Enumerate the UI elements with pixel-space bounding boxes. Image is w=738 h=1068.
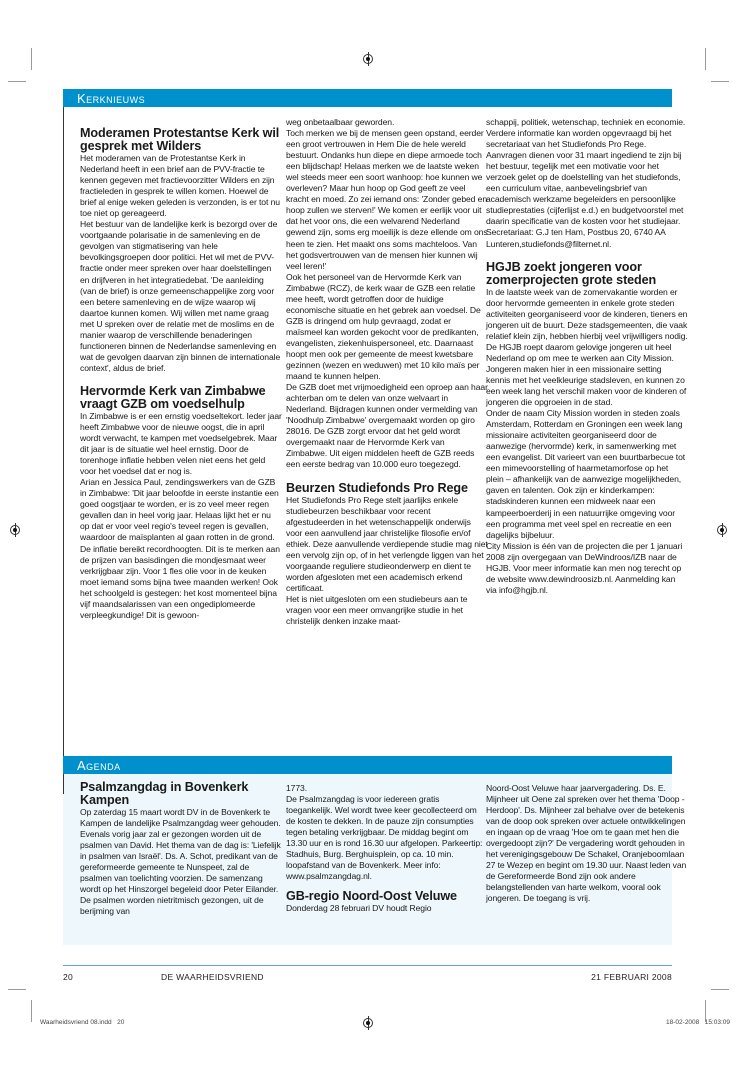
article-title-hgjb: HGJB zoekt jongeren voor zomerprojecten grote steden <box>486 259 657 287</box>
registration-mark-right-icon <box>717 525 727 535</box>
kerknieuws-column-2 <box>286 117 488 627</box>
section-frame-kerknieuws <box>63 107 64 757</box>
article-paragraph: In de laatste week van de zomervakantie worden er door hervormde gemeenten in enkele grote steden activiteiten georganiseerd voor de kinderen, tieners en jongeren uit de buurt. Deze stadsgemeenten, die vaak relatief klein zijn, hebben hierbij veel vrijwilligers nodig. De HGJB roept daarom gelovige jongeren uit heel Nederland op om mee te werken aan City Mission. Jongeren maken hier in een missionaire setting kennis met het veelkleurige stadsleven, en kunnen zo een week lang het verschil maken voor de kinderen of jongeren die opgroeien in de stad. <box>486 286 688 408</box>
article-paragraph: weg onbetaalbaar geworden. <box>286 117 395 127</box>
article-paragraph: Het is niet uitgesloten om een studiebeurs aan te vragen voor een meer omvangrijke studie in het christelijk denken inzake maat- <box>286 593 468 627</box>
section-frame-agenda <box>63 774 64 794</box>
agenda-column-3 <box>486 783 688 905</box>
article-title-pro-rege: Beurzen Studiefonds Pro Rege <box>286 480 468 495</box>
registration-mark-top-icon <box>363 54 373 64</box>
footer-date: 21 FEBRUARI 2008 <box>591 972 672 982</box>
crop-mark-bottom-right-h <box>711 989 729 990</box>
section-header-kerknieuws <box>63 89 672 107</box>
article-paragraph: Arian en Jessica Paul, zendingswerkers van de GZB in Zimbabwe: 'Dit jaar beloofde in eerste instantie een goed oogstjaar te worden, er is zo veel meer regen gevallen dan in heel vorig jaar. Helaas lijkt het er nu op dat er voor veel regio's teveel regen is gevallen, waardoor de maïsplanten al gaan rotten in de grond. <box>80 477 279 543</box>
crop-mark-bottom-left-v <box>31 1000 32 1022</box>
article-paragraph: Het moderamen van de Protestantse Kerk in Nederland heeft in een brief aan de PVV-fractie te kennen gegeven met fractievoorzitter Wilders en zijn fractieleden in gesprek te willen komen. Hoewel de brief al enige weken geleden is verzonden, is er tot nu toe niet op gereageerd. <box>80 153 280 219</box>
crop-mark-top-left-v <box>31 48 32 70</box>
crop-mark-top-right-v <box>705 48 706 70</box>
article-paragraph: Verdere informatie kan worden opgevraagd bij het secretariaat van het Studiefonds Pro Rege. Aanvragen dienen voor 31 maart ingediend te zijn bij het bestuur, tegelijk met een motivatie voor het verzoek gelet op de doelstelling van het studiefonds, een curriculum vitae, aanbevelingsbrief van academisch werkzame begeleiders en persoonlijke studieprestaties (cijferlijst e.d.) en budgetvoorstel met daarin specificatie van de kosten voor het studiejaar. Secretariaat: G.J ten Ham, Postbus 20, 6740 AA Lunteren,studiefonds@filternet.nl. <box>486 128 684 249</box>
agenda-title-psalmzangdag: Psalmzangdag in Bovenkerk Kampen <box>80 780 249 807</box>
crop-mark-top-right-h <box>711 81 729 82</box>
agenda-column-1 <box>80 781 282 917</box>
section-header-agenda <box>63 756 672 774</box>
agenda-paragraph: 1773. <box>286 783 308 793</box>
footer-rule <box>63 965 672 966</box>
article-paragraph: Het Studiefonds Pro Rege stelt jaarlijks enkele studiebeurzen beschikbaar voor recent afgestudeerden in het wetenschappelijk onderwijs voor een aanvullend jaar christelijke filosofie en/of ethiek. Deze aanvullende verdiepende studie mag niet een vervolg zijn op, of in het verlengde liggen van het voorgaande reguliere studieonderwerp en dient te worden afgesloten met een academisch erkend certificaat. <box>286 494 488 593</box>
article-paragraph: Ook het personeel van de Hervormde Kerk van Zimbabwe (RCZ), de kerk waar de GZB een relatie mee heeft, wordt getroffen door de huidige economische situatie en het gebrek aan voedsel. De GZB is dringend om hulp gevraagd, zodat er maïsmeel kan worden gekocht voor de predikanten, evangelisten, ziekenhuispersoneel, etc. Daarnaast hoopt men ook per gemeente de meest kwetsbare gezinnen (wezen en weduwen) met 10 kilo maïs per maand te kunnen helpen. <box>286 271 481 382</box>
crop-mark-top-left-h <box>8 81 26 82</box>
kerknieuws-column-1 <box>80 127 282 621</box>
agenda-title-gb-regio: GB-regio Noord-Oost Veluwe <box>286 889 457 904</box>
article-paragraph: City Mission is één van de projecten die per 1 januari 2008 zijn overgegaan van DeWindroos/IZB naar de HGJB. Voor meer informatie kan men nog terecht op de website www.dewindroosizb.nl. Aanmelding kan via info@hgjb.nl. <box>486 540 683 595</box>
section-title-agenda: Agenda <box>77 758 121 773</box>
agenda-paragraph: De Psalmzangdag is voor iedereen gratis toegankelijk. Wel wordt twee keer gecollecteerd om de kosten te dekken. In de pauze zijn consumpties tegen betaling verkrijgbaar. De middag begint om 13.30 uur en is rond 16.30 uur afgelopen. Parkeertip: Stadhuis, Burg. Berghuisplein, op ca. 10 min. loopafstand van de Bovenkerk. Meer info: www.psalmzangdag.nl. <box>286 794 483 882</box>
slug-filename: Waarheidsvriend 08.indd 20 <box>40 1019 125 1026</box>
footer-publication: DE WAARHEIDSVRIEND <box>161 972 264 982</box>
agenda-paragraph: Noord-Oost Veluwe haar jaarvergadering. Ds. E. Mijnheer uit Oene zal spreken over het thema 'Doop - Herdoop'. Ds. Mijnheer zal behalve over de betekenis van de doop ook spreken over actuele ontwikkelingen en ingaan op de vraag 'Hoe om te gaan met hen die overgedoopt zijn?' De vergadering wordt gehouden in het verenigingsgebouw De Schakel, Oranjeboomlaan 27 te Wezep en begint om 19.30 uur. Naast leden van de Gereformeerde Bond zijn ook andere belangstellenden van harte welkom, vooral ook jongeren. De toegang is vrij. <box>486 783 687 904</box>
agenda-column-2 <box>286 783 488 914</box>
article-paragraph: Onder de naam City Mission worden in steden zoals Amsterdam, Rotterdam en Groningen een week lang missionaire activiteiten georganiseerd door de aanwezige (hervormde) kerk, in samenwerking met een evangelist. Dit varieert van een buurtbarbecue tot een mimevoorstelling of haarmetamorfose op het plein – afhankelijk van de aanwezige mogelijkheden, gaven en talenten. Ook zijn er kinderkampen: stadskinderen kunnen een midweek naar een kampeerboerderij in een natuurrijke omgeving voor een programma met veel spel en recreatie en een dagelijks bijbeluur. <box>486 408 686 540</box>
article-title-moderamen: Moderamen Protestantse Kerk wil gesprek met Wilders <box>80 126 280 153</box>
registration-mark-bottom-icon <box>363 1018 373 1028</box>
article-title-zimbabwe: Hervormde Kerk van Zimbabwe vraagt GZB om voedselhulp <box>80 383 266 411</box>
article-paragraph: Toch merken we bij de mensen geen opstand, eerder een groot vertrouwen in Hem Die de hele wereld bestuurt. Ondanks hun diepe en diepe armoede toch een blijdschap! Helaas merken we de laatste weken wel steeds meer een soort wanhoop: hoe kunnen we overleven? Maar hun hoop op God geeft ze veel kracht en moed. Zo zei iemand ons: 'Zonder gebed en hoop zullen we sterven!' We komen er eerlijk voor uit dat het voor ons, die een welvarend Nederland gewend zijn, soms erg moeilijk is deze ellende om ons heen te zien. Het maakt ons soms machteloos. Van het godsvertrouwen van de mensen hier kunnen wij veel leren!' <box>286 128 488 271</box>
article-paragraph: De GZB doet met vrijmoedigheid een oproep aan haar achterban om te delen van onze welvaart in Nederland. Bijdragen kunnen onder vermelding van 'Noodhulp Zimbabwe' overgemaakt worden op giro 28016. De GZB zorgt ervoor dat het geld wordt overgemaakt naar de Hervormde Kerk van Zimbabwe. Uit eigen middelen heeft de GZB reeds een eerste bedrag van 10.000 euro toegezegd. <box>286 382 488 470</box>
section-title-kerknieuws: Kerknieuws <box>77 91 146 106</box>
registration-mark-left-icon <box>10 525 20 535</box>
article-paragraph: De inflatie bereikt recordhoogten. Dit is te merken aan de prijzen van basisdingen die mondjesmaat weer verkrijgbaar zijn. Voor 1 fles olie voor in de keuken moet iemand soms bijna twee maanden werken! Ook het schoolgeld is gestegen: het kost momenteel bijna vijf maandsalarissen van een ongediplomeerde verpleegkundige! Dit is gewoon- <box>80 543 280 620</box>
footer-page-number: 20 <box>63 972 74 982</box>
article-paragraph: In Zimbabwe is er een ernstig voedseltekort. Ieder jaar heeft Zimbabwe voor de nieuwe oogst, die in april wordt verwacht, te kampen met voedselgebrek. Maar dit jaar is de situatie wel heel ernstig. Door de torenhoge inflatie hebben velen niet eens het geld voor het voedsel dat er nog is. <box>80 410 282 477</box>
crop-mark-bottom-left-h <box>8 989 26 990</box>
slug-timestamp: 18-02-2008 15:03:09 <box>666 1019 730 1026</box>
agenda-paragraph: Op zaterdag 15 maart wordt DV in de Bovenkerk te Kampen de landelijke Psalmzangdag weer gehouden. Evenals vorig jaar zal er gezongen worden uit de psalmen van David. Het thema van de dag is: 'Liefelijk in psalmen van Israël'. Ds. A. Schot, predikant van de gereformeerde gemeente te Nunspeet, zal de psalmen van toelichting voorzien. De samenzang wordt op het Hinszorgel begeleid door Peter Eilander. De psalmen worden nietritmisch gezongen, uit de berijming van <box>80 807 281 917</box>
article-paragraph: Het bestuur van de landelijke kerk is bezorgd over de voortgaande polarisatie in de samenleving en de gevolgen van stigmatisering van hele bevolkingsgroepen door politici. Het wil met de PVV-fractie onder meer spreken over haar doelstellingen en drijfveren in het integratiedebat. 'De aanleiding (van de brief) is onze gemeenschappelijke zorg voor een betere samenleving en de wijze waarop wij daartoe kunnen komen. Wij willen met name graag met U spreken over de relatie met de moslims en de manier waarop de verschillende benaderingen functioneren binnen de Nederlandse samenleving en wat de gevolgen daarvan zijn binnen de internationale context', aldus de brief. <box>80 219 281 373</box>
agenda-paragraph: Donderdag 28 februari DV houdt Regio <box>286 903 432 914</box>
article-paragraph: schappij, politiek, wetenschap, techniek en economie. <box>486 117 686 127</box>
kerknieuws-column-3 <box>486 117 688 596</box>
